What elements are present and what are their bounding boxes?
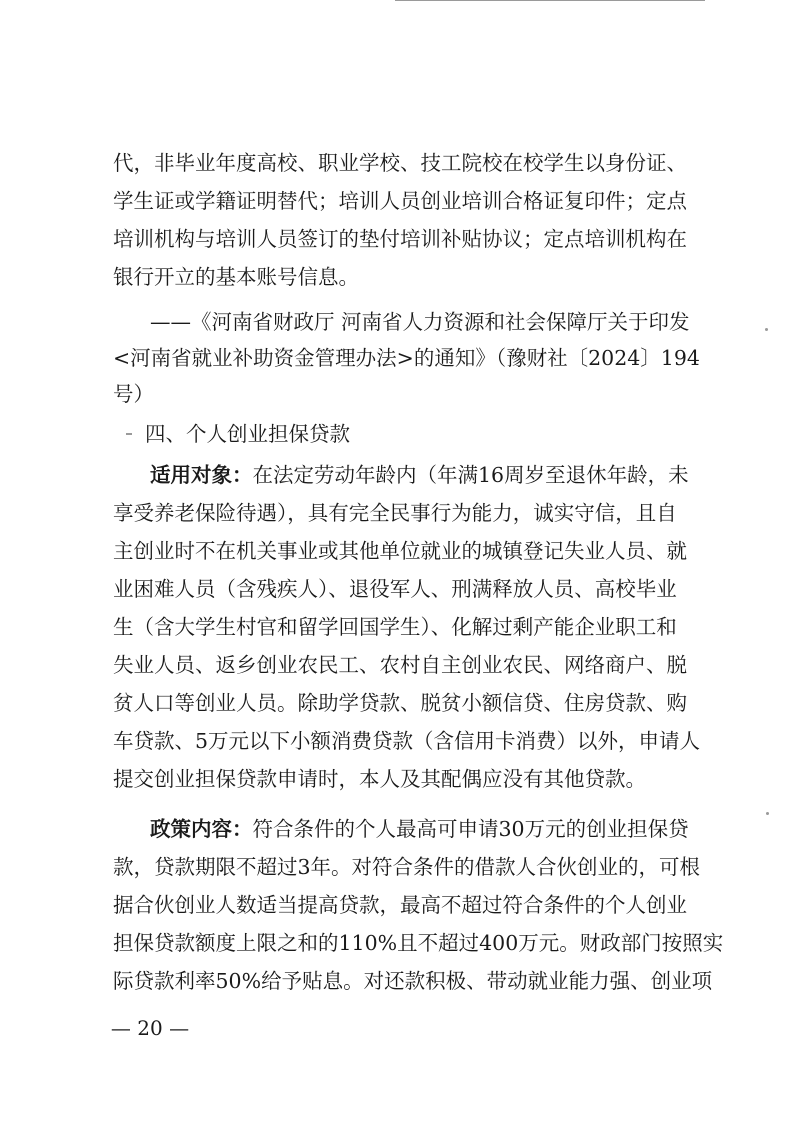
paragraph-line: 际贷款利率50%给予贴息。对还款积极、带动就业能力强、创业项	[113, 969, 713, 993]
citation-line: 号）	[113, 382, 154, 406]
paragraph-line: 车贷款、5万元以下小额消费贷款（含信用卡消费）以外，申请人	[113, 729, 701, 753]
paragraph-line: 贫人口等创业人员。除助学贷款、脱贫小额信贷、住房贷款、购	[113, 691, 687, 715]
paragraph-line: 失业人员、返乡创业农民工、农村自主创业农民、网络商户、脱	[113, 653, 687, 677]
paragraph-line: 据合伙创业人数适当提高贷款，最高不超过符合条件的个人创业	[113, 893, 687, 917]
policy-text: 符合条件的个人最高可申请30万元的创业担保贷	[252, 817, 689, 841]
eligibility-first-line	[150, 461, 689, 489]
eligibility-label: 适用对象：	[150, 463, 253, 487]
paragraph-line: 担保贷款额度上限之和的110%且不超过400万元。财政部门按照实	[113, 931, 724, 955]
paragraph-line: 提交创业担保贷款申请时，本人及其配偶应没有其他贷款。	[113, 767, 646, 791]
paragraph-line: 享受养老保险待遇），具有完全民事行为能力，诚实守信，且自	[113, 501, 677, 525]
paragraph-line: 款，贷款期限不超过3年。对符合条件的借款人合伙创业的，可根	[113, 855, 701, 879]
page-number: — 20 —	[110, 1016, 190, 1040]
paragraph-line: 代，非毕业年度高校、职业学校、技工院校在校学生以身份证、	[113, 151, 687, 175]
citation-line: <河南省就业补助资金管理办法>的通知》（豫财社〔2024〕194	[113, 346, 700, 370]
paragraph-line: 主创业时不在机关事业或其他单位就业的城镇登记失业人员、就	[113, 539, 687, 563]
policy-label: 政策内容：	[150, 817, 253, 841]
paragraph-line: 业困难人员（含残疾人）、退役军人、刑满释放人员、高校毕业	[113, 577, 677, 601]
paragraph-line: 生（含大学生村官和留学回国学生）、化解过剩产能企业职工和	[113, 615, 677, 639]
section-heading: 四、个人创业担保贷款	[145, 422, 350, 446]
citation-line: ——《河南省财政厅 河南省人力资源和社会保障厅关于印发	[150, 310, 690, 334]
paragraph-line: 培训机构与培训人员签订的垫付培训补贴协议；定点培训机构在	[113, 227, 687, 251]
eligibility-text: 在法定劳动年龄内（年满16周岁至退休年龄，未	[252, 463, 689, 487]
policy-first-line	[150, 815, 689, 843]
paragraph-line: 银行开立的基本账号信息。	[113, 265, 359, 289]
paragraph-line: 学生证或学籍证明替代；培训人员创业培训合格证复印件；定点	[113, 189, 687, 213]
